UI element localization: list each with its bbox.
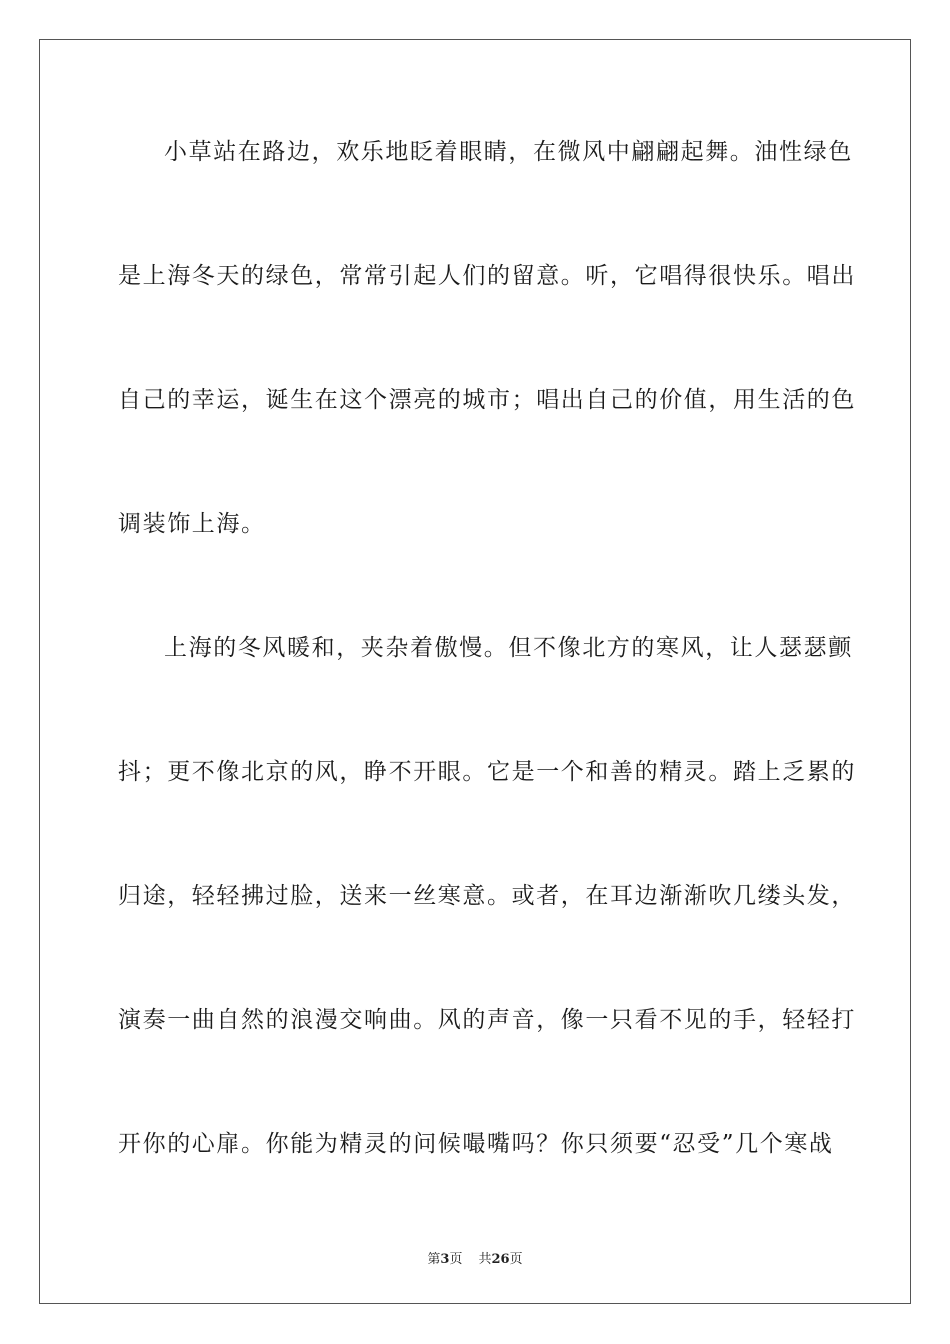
footer-page-suffix: 页 <box>449 1252 463 1267</box>
paragraph-1-line-1: 小草站在路边，欢乐地眨着眼睛，在微风中翩翩起舞。油性绿色 <box>164 139 853 165</box>
footer-total-suffix: 页 <box>509 1252 523 1267</box>
paragraph-2-line-5: 开你的心扉。你能为精灵的问候嘬嘴吗？你只须要“忍受”几个寒战 <box>118 1131 834 1157</box>
paragraph-2-line-3: 归途，轻轻拂过脸，送来一丝寒意。或者，在耳边渐渐吹几缕头发， <box>118 883 856 909</box>
page-footer <box>0 1248 950 1267</box>
paragraph-1-line-2: 是上海冬天的绿色，常常引起人们的留意。听，它唱得很快乐。唱出 <box>118 263 856 289</box>
footer-page-total: 26 <box>491 1252 510 1267</box>
footer-total-prefix: 共 <box>478 1252 492 1267</box>
page-border <box>39 39 911 1304</box>
paragraph-2-line-2: 抖；更不像北京的风，睁不开眼。它是一个和善的精灵。踏上乏累的 <box>118 759 856 785</box>
footer-page-current: 3 <box>440 1252 450 1267</box>
paragraph-2-line-4: 演奏一曲自然的浪漫交响曲。风的声音，像一只看不见的手，轻轻打 <box>118 1007 856 1033</box>
footer-page-prefix: 第 <box>427 1252 441 1267</box>
paragraph-2-line-1: 上海的冬风暖和，夹杂着傲慢。但不像北方的寒风，让人瑟瑟颤 <box>164 635 853 661</box>
paragraph-1-line-4: 调装饰上海。 <box>118 511 266 537</box>
paragraph-1-line-3: 自己的幸运，诞生在这个漂亮的城市；唱出自己的价值，用生活的色 <box>118 387 856 413</box>
